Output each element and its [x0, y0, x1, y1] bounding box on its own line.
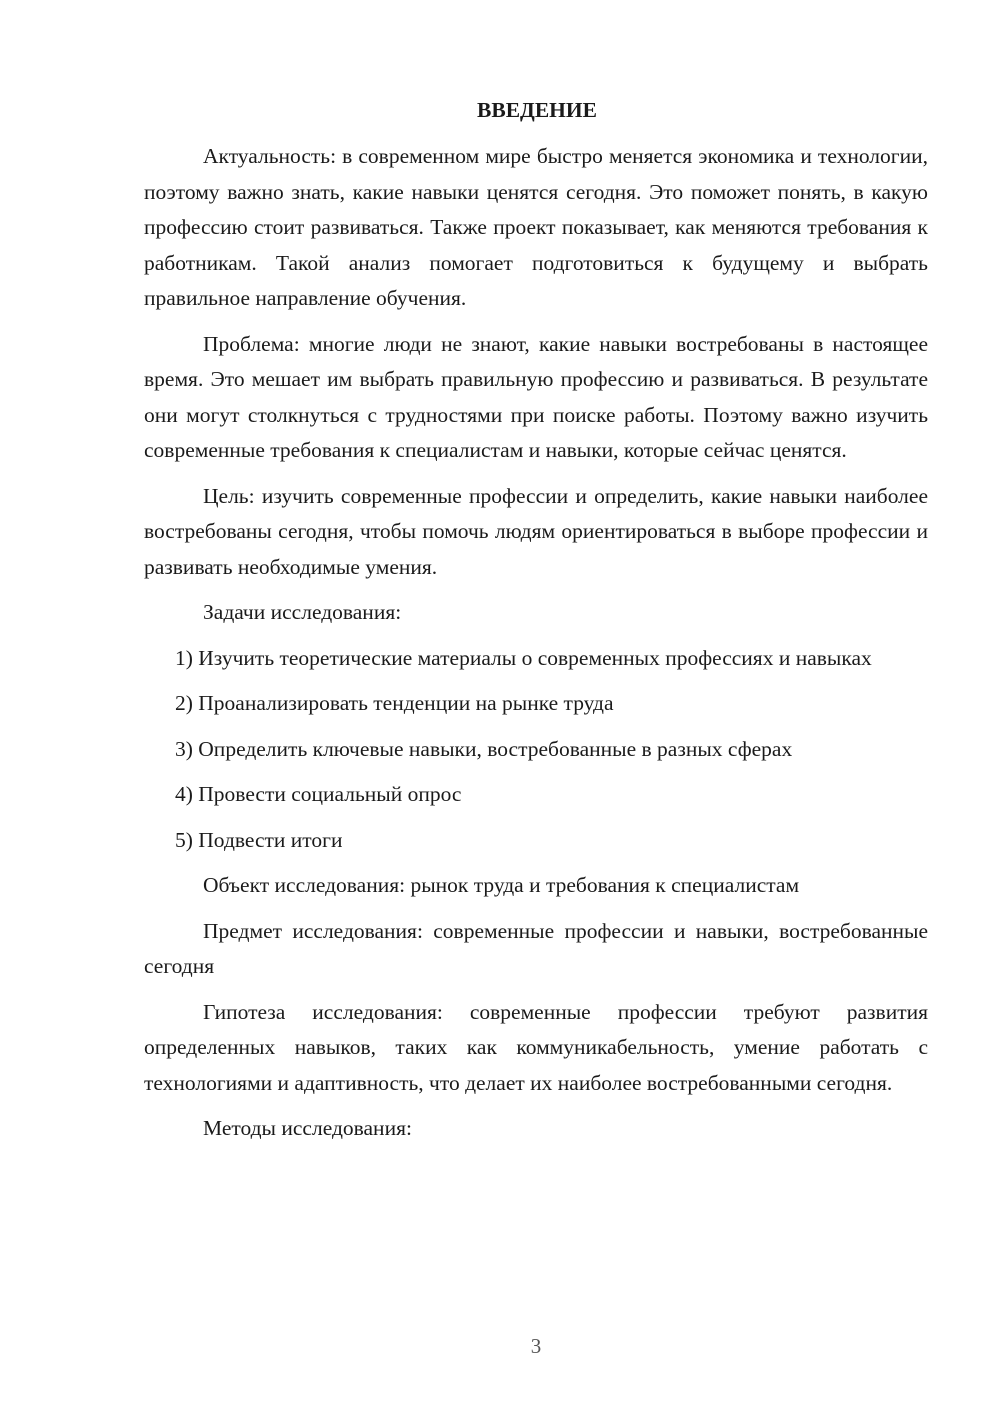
paragraph-methods: Методы исследования:: [203, 1116, 412, 1140]
task-item-5: 5) Подвести итоги: [175, 827, 343, 852]
task-item-1: 1) Изучить теоретические материалы о современных профессиях и навыках: [175, 645, 872, 670]
paragraph-hypothesis: Гипотеза исследования: современные профессии требуют развития определенных навыков, таких как коммуникабельность, умение работать с технологиями и адаптивность, что делает их наиболее востребованными сегодня.: [144, 999, 928, 1095]
paragraph-tasks-intro: Задачи исследования:: [203, 600, 402, 624]
paragraph-problem: Проблема: многие люди не знают, какие навыки востребованы в настоящее время. Это мешает им выбрать правильную профессию и развиваться. В результате они могут столкнуться с трудностями при поиске работы. Поэтому важно изучить современные требования к специалистам и навыки, которые сейчас ценятся.: [144, 331, 928, 462]
paragraph-relevance: Актуальность: в современном мире быстро меняется экономика и технологии, поэтому важно знать, какие навыки ценятся сегодня. Это поможет понять, в какую профессию стоит развиваться. Также проект показывает, как меняются требования к работникам. Такой анализ помогает подготовиться к будущему и выбрать правильное направление обучения.: [144, 144, 928, 310]
paragraph-goal: Цель: изучить современные профессии и определить, какие навыки наиболее востребованы сегодня, чтобы помочь людям ориентироваться в выборе профессии и развивать необходимые умения.: [144, 483, 928, 579]
page-number: 3: [530, 1334, 542, 1358]
section-heading: ВВЕДЕНИЕ: [477, 98, 597, 122]
task-item-4: 4) Провести социальный опрос: [175, 782, 462, 806]
paragraph-object: Объект исследования: рынок труда и требования к специалистам: [203, 873, 800, 897]
tasks-list: [144, 641, 928, 859]
task-item-3: 3) Определить ключевые навыки, востребованные в разных сферах: [175, 736, 793, 761]
paragraph-subject: Предмет исследования: современные профессии и навыки, востребованные сегодня: [144, 918, 928, 978]
task-item-2: 2) Проанализировать тенденции на рынке труда: [175, 691, 614, 715]
document-body: [144, 94, 928, 1147]
